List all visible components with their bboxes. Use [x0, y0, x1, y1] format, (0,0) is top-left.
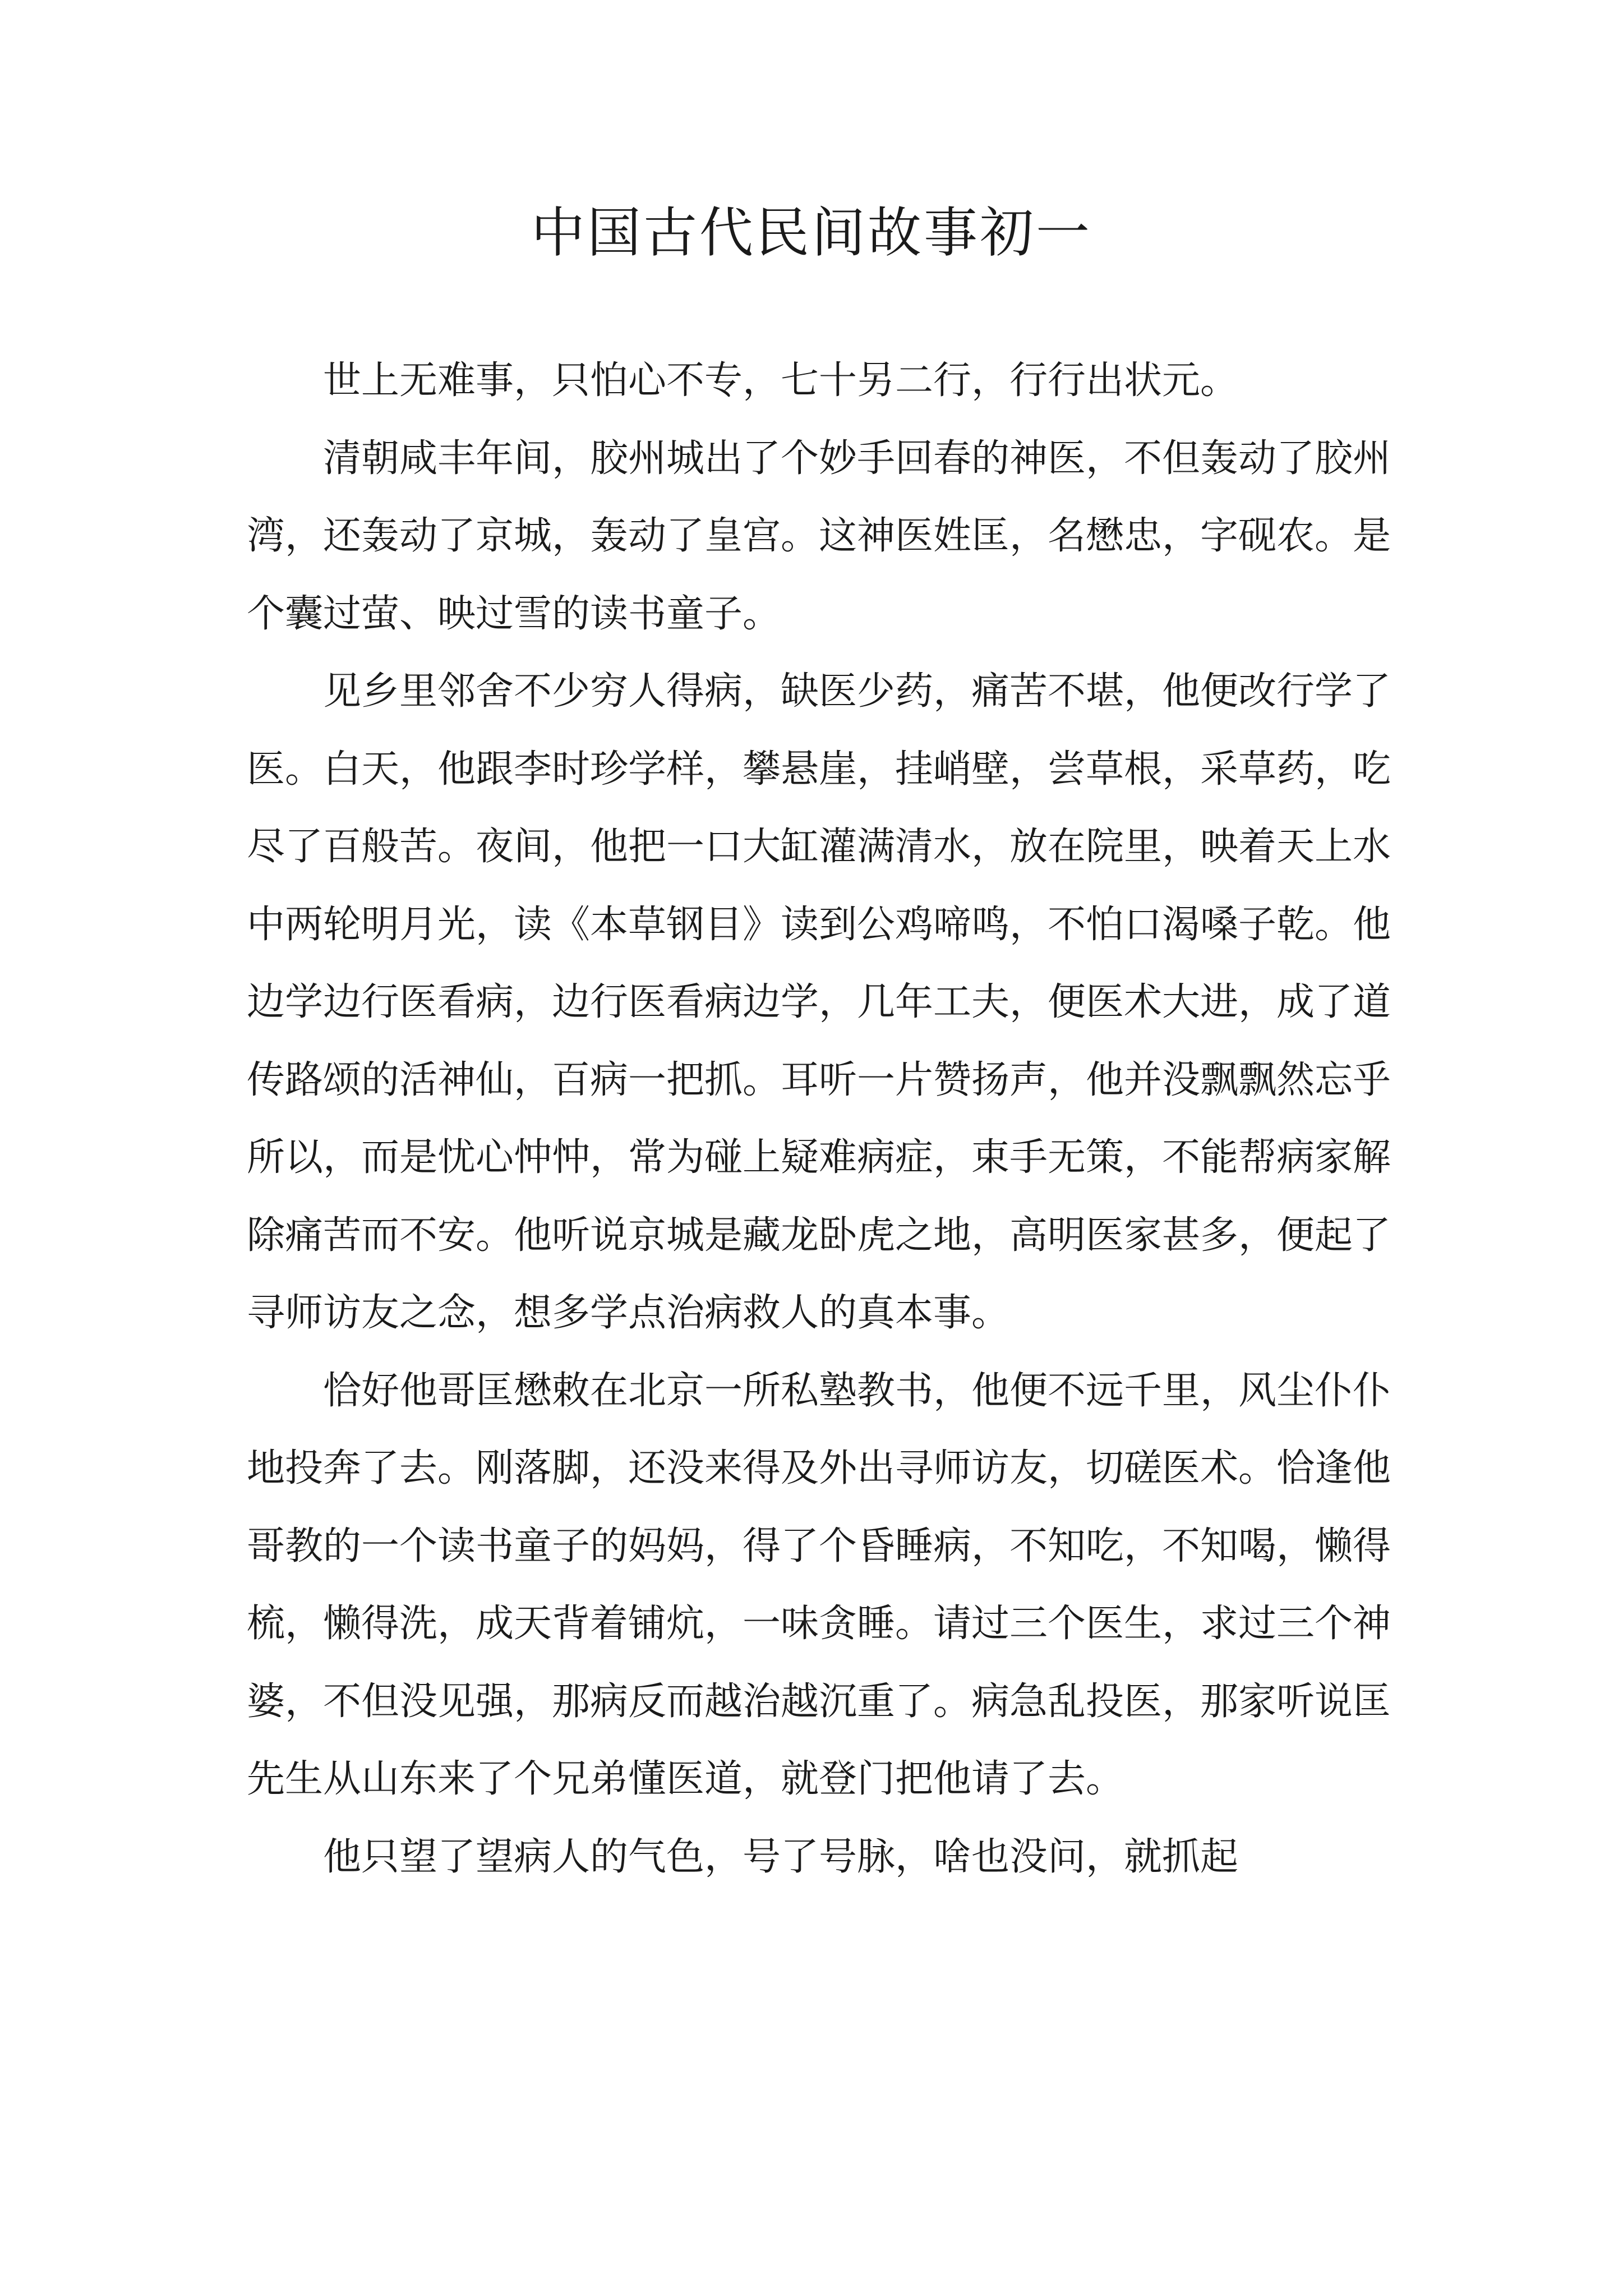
paragraph-5: 他只望了望病人的气色，号了号脉，啥也没问，就抓起: [323, 1834, 1239, 1879]
paragraph-1: 世上无难事，只怕心不专，七十另二行，行行出状元。: [323, 358, 1239, 403]
paragraph-3: 见乡里邻舍不少穷人得病，缺医少药，痛苦不堪，他便改行学了医。白天，他跟李时珍学样，攀悬崖，挂峭壁，尝草根，采草药，吃尽了百般苦。夜间，他把一口大缸灌满清水，放在院里，映着天上水中两轮明月光，读《本草钢目》读到公鸡啼鸣，不怕口渴嗓子乾。他边学边行医看病，边行医看病边学，几年工夫，便医术大进，成了道传路颂的活神仙，百病一把抓。耳听一片赞扬声，他并没飘飘然忘乎所以，而是忧心忡忡，常为碰上疑难病症，束手无策，不能帮病家解除痛苦而不安。他听说京城是藏龙卧虎之地，高明医家甚多，便起了寻师访友之念，想多学点治病救人的真本事。: [247, 669, 1391, 1335]
paragraph-4: 恰好他哥匡懋敕在北京一所私塾教书，他便不远千里，风尘仆仆地投奔了去。刚落脚，还没来得及外出寻师访友，切磋医术。恰逢他哥教的一个读书童子的妈妈，得了个昏睡病，不知吃，不知喝，懒得梳，懒得洗，成天背着铺炕，一味贪睡。请过三个医生，求过三个神婆，不但没见强，那病反而越治越沉重了。病急乱投医，那家听说匡先生从山东来了个兄弟懂医道，就登门把他请了去。: [247, 1368, 1391, 1801]
document-body: [247, 342, 1391, 1896]
paragraph-2: 清朝咸丰年间，胶州城出了个妙手回春的神医，不但轰动了胶州湾，还轰动了京城，轰动了皇宫。这神医姓匡，名懋忠，字砚农。是个囊过萤、映过雪的读书童子。: [247, 436, 1391, 636]
document-title: 中国古代民间故事初一: [531, 201, 1092, 264]
